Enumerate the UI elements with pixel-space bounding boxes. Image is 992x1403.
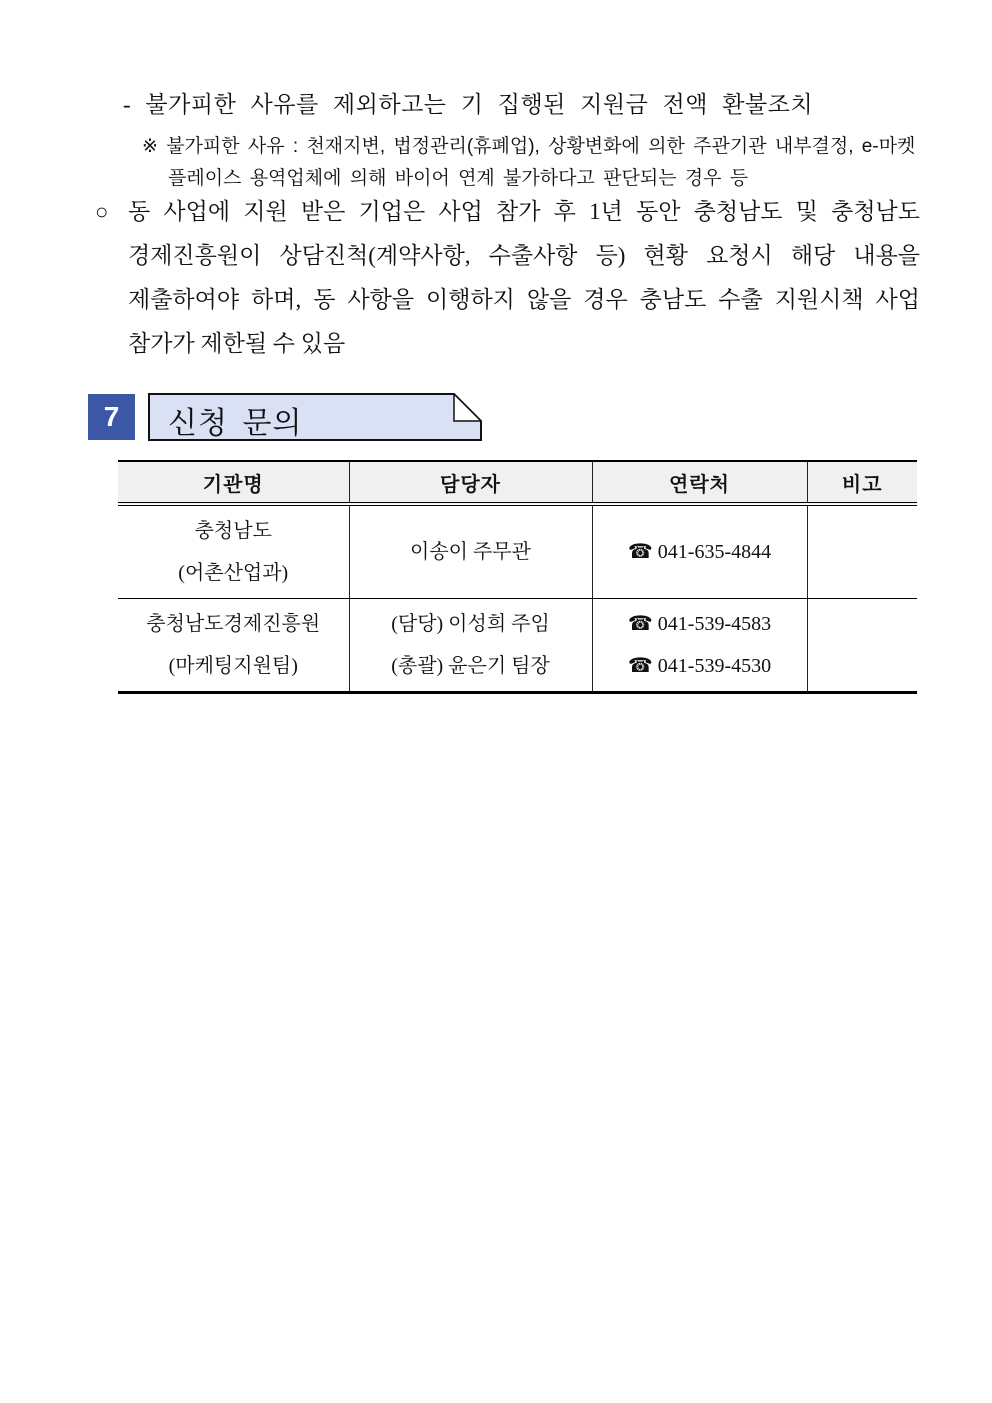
column-header-contact: 연락처 (592, 461, 807, 504)
section-number-badge: 7 (88, 394, 135, 440)
obligation-paragraph-line2: 경제진흥원이 상담진척(계약사항, 수출사항 등) 현황 요청시 해당 내용을 (128, 243, 920, 268)
remarks-cell (807, 504, 917, 599)
obligation-paragraph-line4: 참가가 제한될 수 있음 (128, 331, 346, 356)
person-name: (총괄) 윤은기 팀장 (391, 655, 550, 677)
obligation-paragraph-line3: 제출하여야 하며, 동 사항을 이행하지 않을 경우 충남도 수출 지원시책 사업 (128, 287, 920, 312)
remarks-cell (807, 599, 917, 693)
organization-cell (118, 504, 349, 599)
table-row (118, 599, 917, 693)
organization-name: 충청남도 (194, 520, 272, 542)
obligation-paragraph (95, 190, 920, 366)
organization-cell (118, 599, 349, 693)
table-row (118, 504, 917, 599)
column-header-person: 담당자 (349, 461, 592, 504)
note-unavoidable-reasons-line2: 플레이스 용역업체에 의해 바이어 연계 불가하다고 판단되는 경우 등 (168, 168, 749, 189)
person-cell (349, 599, 592, 693)
contact-cell (592, 599, 807, 693)
organization-department: (어촌산업과) (178, 562, 289, 584)
organization-name: 충청남도경제진흥원 (146, 613, 321, 635)
person-cell (349, 504, 592, 599)
section-title-box (148, 393, 482, 441)
phone-number: ☎ 041-539-4583 (627, 613, 772, 635)
circle-bullet-marker: ○ (95, 199, 109, 224)
column-header-organization: 기관명 (118, 461, 349, 504)
phone-number: ☎ 041-635-4844 (627, 541, 772, 563)
column-header-remarks: 비고 (807, 461, 917, 504)
contact-cell (592, 504, 807, 599)
note-unavoidable-reasons-line1: ※ 불가피한 사유 : 천재지변, 법정관리(휴폐업), 상황변화에 의한 주관기관 내부결정, e-마켓 (142, 136, 916, 157)
contact-table (118, 460, 917, 694)
organization-department: (마케팅지원팀) (168, 655, 298, 677)
table-header-row (118, 461, 917, 504)
refund-policy-line: - 불가피한 사유를 제외하고는 기 집행된 지원금 전액 환불조치 (123, 92, 814, 117)
person-name: (담당) 이성희 주임 (391, 613, 550, 635)
section-title: 신청 문의 (168, 407, 303, 440)
obligation-paragraph-line1: 동 사업에 지원 받은 기업은 사업 참가 후 1년 동안 충청남도 및 충청남도 (128, 199, 920, 224)
person-name: 이송이 주무관 (410, 541, 531, 563)
phone-number: ☎ 041-539-4530 (627, 655, 772, 677)
